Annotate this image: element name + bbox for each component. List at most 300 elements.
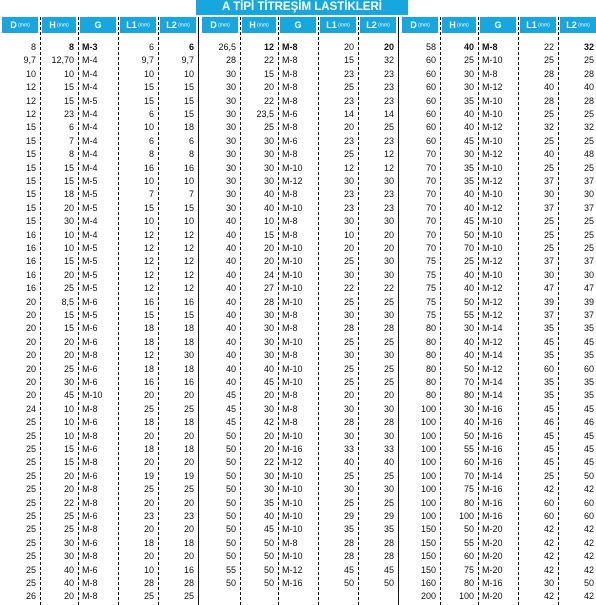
column-divider [78, 17, 79, 605]
table-cell: 42 [583, 564, 594, 575]
table-cell: 20 [343, 42, 354, 52]
table-cell: 40 [225, 283, 236, 294]
table-cell: 25 [343, 470, 354, 481]
table-cell: M-5 [82, 189, 98, 200]
table-cell: 15 [143, 202, 154, 213]
table-cell: M-12 [282, 176, 303, 186]
table-cell: 23 [343, 95, 354, 106]
table-cell: 24 [25, 403, 36, 414]
table-cell: 25 [25, 537, 36, 548]
table-cell: 25 [25, 497, 36, 508]
table-cell: 25 [383, 296, 394, 307]
table-cell: 45 [583, 430, 594, 441]
table-cell: 35 [383, 524, 394, 535]
column-header-unit: (mm) [455, 22, 469, 29]
table-cell: 8 [68, 42, 74, 52]
table-cell: 50 [463, 524, 474, 535]
table-cell: 12 [343, 162, 354, 173]
table-cell: 30 [383, 269, 394, 280]
table-cell: 25 [583, 229, 594, 240]
table-cell: M-12 [282, 564, 303, 575]
table-title: A TİPİ TİTREŞİM LASTİKLERİ [196, 0, 408, 15]
table-cell: M-6 [82, 323, 98, 334]
table-cell: 25 [543, 109, 554, 119]
table-cell: 40 [463, 189, 474, 200]
table-cell: 18 [183, 323, 194, 334]
column-header-l1 [120, 17, 156, 33]
table-cell: 26 [25, 591, 36, 602]
table-cell: 70 [463, 470, 474, 481]
table-cell: M-8 [282, 189, 298, 200]
column-header-l2 [560, 17, 596, 33]
table-cell: 35 [583, 390, 594, 401]
table-cell: 25 [383, 336, 394, 347]
table-cell: 60 [463, 457, 474, 468]
table-cell: 30 [463, 68, 474, 79]
table-cell: 7 [188, 189, 194, 200]
table-cell: 20 [143, 551, 154, 562]
table-cell: 20 [63, 350, 74, 361]
table-cell: 50 [463, 296, 474, 307]
table-cell: 50 [225, 537, 236, 548]
table-cell: M-10 [482, 135, 503, 146]
table-cell: 8 [30, 42, 36, 52]
table-cell: M-5 [82, 310, 98, 320]
column-header-label: H [49, 20, 56, 30]
table-cell: 15 [143, 95, 154, 106]
table-cell: 50 [263, 537, 274, 548]
table-cell: M-16 [482, 444, 503, 454]
table-cell: 29 [343, 511, 354, 521]
table-cell: 40 [225, 350, 236, 361]
table-cell: 50 [225, 511, 236, 521]
table-cell: M-6 [82, 470, 98, 481]
table-cell: 22 [63, 497, 74, 508]
table-cell: M-10 [282, 256, 303, 267]
table-cell: 30 [225, 202, 236, 213]
table-cell: 25 [63, 283, 74, 294]
table-cell: M-4 [82, 135, 98, 146]
table-cell: 25 [543, 243, 554, 253]
table-cell: 12 [143, 269, 154, 280]
table-cell: M-4 [82, 55, 98, 66]
table-cell: 30 [383, 403, 394, 414]
table-cell: 100 [420, 470, 436, 481]
table-cell: 20 [63, 202, 74, 213]
table-cell: 10 [63, 430, 74, 441]
table-cell: 12 [143, 243, 154, 253]
table-cell: 25 [63, 363, 74, 374]
column-divider [118, 17, 119, 605]
table-cell: M-4 [82, 162, 98, 173]
table-cell: M-6 [82, 296, 98, 307]
table-cell: 40 [463, 202, 474, 213]
table-cell: M-14 [482, 350, 503, 361]
table-cell: 100 [420, 417, 436, 428]
table-cell: 24 [263, 269, 274, 280]
table-cell: 30 [463, 82, 474, 93]
table-cell: 30 [263, 162, 274, 173]
table-cell: 30 [383, 176, 394, 186]
table-cell: 20 [183, 457, 194, 468]
column-header-h [242, 17, 276, 33]
table-cell: 45 [343, 564, 354, 575]
table-cell: 18 [143, 444, 154, 454]
table-cell: 50 [225, 497, 236, 508]
table-cell: M-8 [282, 537, 298, 548]
table-cell: 26,5 [218, 42, 236, 52]
table-cell: 35 [543, 350, 554, 361]
table-cell: 20 [183, 497, 194, 508]
table-cell: 40 [463, 283, 474, 294]
block-divider [198, 17, 199, 605]
table-cell: 25 [25, 457, 36, 468]
column-header-unit: (mm) [136, 22, 150, 29]
column-header-d [2, 17, 38, 33]
table-cell: 35 [463, 162, 474, 173]
table-cell: 30 [263, 149, 274, 160]
table-cell: 160 [420, 578, 436, 588]
column-header-unit: (mm) [255, 22, 269, 29]
table-cell: 9,7 [141, 55, 154, 66]
table-cell: M-5 [82, 269, 98, 280]
table-cell: 70 [425, 149, 436, 160]
table-cell: 60 [463, 551, 474, 562]
table-cell: M-10 [482, 189, 503, 200]
table-cell: 40 [225, 229, 236, 240]
table-cell: 70 [425, 229, 436, 240]
column-header-label: D [210, 20, 217, 30]
table-cell: 32 [583, 42, 594, 52]
table-cell: 46 [543, 417, 554, 428]
table-cell: 20 [263, 243, 274, 253]
table-cell: 100 [420, 497, 436, 508]
table-cell: 35 [583, 323, 594, 334]
table-cell: 45 [543, 336, 554, 347]
table-cell: 25 [63, 511, 74, 521]
table-cell: 40 [225, 336, 236, 347]
table-cell: 50 [225, 484, 236, 495]
column-header-g [80, 17, 116, 33]
table-cell: 40 [383, 457, 394, 468]
table-cell: M-8 [282, 390, 298, 401]
table-cell: 20 [183, 430, 194, 441]
table-cell: M-6 [82, 336, 98, 347]
table-cell: M-8 [282, 417, 298, 428]
table-cell: 18 [183, 336, 194, 347]
table-cell: 40 [63, 564, 74, 575]
table-cell: M-10 [482, 229, 503, 240]
table-cell: M-8 [82, 551, 98, 562]
table-cell: 35 [343, 524, 354, 535]
table-cell: 19 [183, 470, 194, 481]
table-cell: 35 [583, 377, 594, 387]
table-cell: 25 [143, 484, 154, 495]
table-cell: 10 [143, 216, 154, 227]
table-cell: 30 [263, 350, 274, 361]
table-cell: M-10 [282, 430, 303, 441]
table-cell: 55 [463, 537, 474, 548]
table-cell: 16 [25, 229, 36, 240]
table-cell: 60 [425, 95, 436, 106]
table-cell: M-10 [282, 363, 303, 374]
table-cell: 30 [225, 95, 236, 106]
table-cell: 37 [583, 310, 594, 320]
table-cell: 40 [225, 310, 236, 320]
table-cell: 10 [143, 68, 154, 79]
table-cell: 20 [63, 484, 74, 495]
table-cell: 28 [583, 68, 594, 79]
table-cell: 18 [63, 189, 74, 200]
table-cell: 42 [543, 524, 554, 535]
table-cell: 6 [188, 135, 194, 146]
table-cell: 50 [583, 578, 594, 588]
table-cell: M-4 [82, 122, 98, 133]
table-cell: 19 [143, 470, 154, 481]
table-cell: M-8 [282, 95, 298, 106]
table-cell: 60 [543, 497, 554, 508]
table-cell: 39 [543, 296, 554, 307]
table-cell: 55 [463, 310, 474, 320]
table-cell: 30 [463, 323, 474, 334]
table-cell: 20 [383, 229, 394, 240]
table-cell: M-6 [82, 363, 98, 374]
table-cell: 25 [143, 403, 154, 414]
table-cell: 12 [25, 109, 36, 119]
table-cell: 10 [63, 403, 74, 414]
column-header-label: G [94, 20, 102, 30]
table-cell: 40 [543, 82, 554, 93]
table-cell: 75 [425, 296, 436, 307]
table-cell: 15 [183, 95, 194, 106]
table-cell: 18 [143, 537, 154, 548]
table-cell: 16 [183, 564, 194, 575]
table-cell: 50 [263, 564, 274, 575]
column-divider [278, 17, 279, 605]
table-cell: 60 [543, 511, 554, 521]
table-cell: M-8 [282, 42, 298, 52]
table-cell: 45 [225, 403, 236, 414]
table-cell: 23 [343, 189, 354, 200]
table-cell: M-12 [482, 310, 503, 320]
table-cell: 40 [263, 189, 274, 200]
table-cell: 22 [263, 55, 274, 66]
table-cell: 200 [420, 591, 436, 602]
table-cell: M-10 [282, 377, 303, 387]
table-cell: M-10 [482, 109, 503, 119]
column-divider [240, 17, 241, 605]
table-cell: 10 [63, 243, 74, 253]
table-cell: 150 [420, 524, 436, 535]
table-cell: 50 [263, 578, 274, 588]
table-cell: 42 [543, 537, 554, 548]
table-cell: 16 [25, 256, 36, 267]
table-cell: M-8 [82, 578, 98, 588]
table-cell: 12 [25, 82, 36, 93]
table-cell: 10 [183, 68, 194, 79]
table-cell: 25 [343, 149, 354, 160]
table-cell: 20 [263, 390, 274, 401]
table-cell: 25 [543, 135, 554, 146]
table-cell: 30 [263, 484, 274, 495]
table-cell: M-6 [82, 377, 98, 387]
table-cell: 15 [263, 68, 274, 79]
table-cell: 28 [383, 537, 394, 548]
table-cell: 32 [383, 55, 394, 66]
table-cell: 30 [343, 269, 354, 280]
table-cell: 12 [383, 149, 394, 160]
table-cell: 30 [225, 176, 236, 186]
table-cell: M-10 [282, 524, 303, 535]
table-cell: 20 [383, 42, 394, 52]
table-cell: M-14 [482, 377, 503, 387]
table-cell: 20 [25, 296, 36, 307]
table-cell: M-16 [482, 430, 503, 441]
table-cell: 30 [343, 484, 354, 495]
table-cell: 20 [183, 390, 194, 401]
column-header-unit: (mm) [336, 22, 350, 29]
table-cell: 29 [383, 511, 394, 521]
table-cell: 42 [543, 591, 554, 602]
table-cell: 25 [383, 497, 394, 508]
table-cell: M-16 [482, 403, 503, 414]
table-cell: 25 [343, 377, 354, 387]
table-cell: 22 [383, 283, 394, 294]
table-cell: 28 [543, 68, 554, 79]
table-cell: 15 [63, 310, 74, 320]
table-cell: 70 [425, 243, 436, 253]
table-cell: 80 [425, 336, 436, 347]
table-cell: 58 [425, 42, 436, 52]
table-cell: 12 [143, 350, 154, 361]
table-cell: 20 [383, 243, 394, 253]
table-cell: M-10 [482, 269, 503, 280]
table-cell: 60 [543, 363, 554, 374]
table-cell: M-20 [482, 591, 503, 602]
table-cell: 25 [343, 256, 354, 267]
table-cell: 15 [63, 176, 74, 186]
table-cell: 50 [225, 551, 236, 562]
table-cell: 20 [25, 363, 36, 374]
table-cell: 25 [25, 578, 36, 588]
table-cell: 18 [183, 417, 194, 428]
table-cell: 18 [183, 363, 194, 374]
table-cell: 30 [343, 310, 354, 320]
table-cell: 60 [425, 109, 436, 119]
table-cell: 30 [383, 216, 394, 227]
table-cell: 16 [183, 377, 194, 387]
table-cell: 25 [543, 470, 554, 481]
column-header-label: L2 [566, 20, 577, 30]
table-cell: 10 [143, 176, 154, 186]
table-cell: 25 [25, 484, 36, 495]
table-cell: 50 [463, 229, 474, 240]
table-cell: 20 [263, 82, 274, 93]
table-cell: 30 [263, 310, 274, 320]
table-cell: 16 [143, 377, 154, 387]
table-cell: M-10 [482, 55, 503, 66]
column-header-d [402, 17, 438, 33]
table-cell: 45 [583, 457, 594, 468]
table-cell: 25 [543, 229, 554, 240]
table-cell: 20 [25, 323, 36, 334]
table-cell: 23 [383, 189, 394, 200]
table-cell: 45 [543, 403, 554, 414]
table-cell: 30 [543, 578, 554, 588]
table-cell: 20 [25, 377, 36, 387]
table-cell: M-6 [82, 417, 98, 428]
table-cell: 20 [183, 524, 194, 535]
table-cell: 28 [343, 537, 354, 548]
table-cell: 32 [583, 122, 594, 133]
table-cell: 25 [183, 484, 194, 495]
table-cell: 45 [543, 444, 554, 454]
table-cell: 20 [263, 256, 274, 267]
table-cell: 25 [25, 524, 36, 535]
table-cell: 12 [383, 162, 394, 173]
table-cell: M-10 [282, 269, 303, 280]
table-cell: 35 [543, 390, 554, 401]
table-cell: 15 [63, 323, 74, 334]
table-cell: M-10 [282, 551, 303, 562]
table-cell: 45 [263, 377, 274, 387]
table-cell: 18 [143, 417, 154, 428]
table-cell: 30 [225, 149, 236, 160]
table-cell: 15 [63, 95, 74, 106]
table-cell: 12 [25, 95, 36, 106]
table-cell: 37 [583, 256, 594, 267]
table-cell: M-16 [282, 578, 303, 588]
table-cell: M-8 [282, 122, 298, 133]
table-cell: M-8 [282, 55, 298, 66]
table-cell: 18 [143, 336, 154, 347]
column-divider [478, 17, 479, 605]
table-cell: 22 [543, 42, 554, 52]
table-cell: 55 [463, 444, 474, 454]
table-cell: M-4 [82, 82, 98, 93]
table-cell: 25 [543, 162, 554, 173]
column-divider [40, 17, 41, 605]
table-cell: 30 [383, 430, 394, 441]
table-cell: 35 [263, 497, 274, 508]
table-cell: 27 [263, 283, 274, 294]
table-cell: M-3 [82, 42, 98, 52]
table-cell: 80 [425, 390, 436, 401]
table-cell: 10 [63, 229, 74, 240]
table-cell: 25 [583, 109, 594, 119]
table-cell: 15 [25, 149, 36, 160]
column-header-label: L2 [166, 20, 177, 30]
table-cell: M-12 [482, 256, 503, 267]
table-cell: 40 [463, 109, 474, 119]
table-cell: M-10 [282, 243, 303, 253]
column-header-d [202, 17, 238, 33]
table-cell: 42 [583, 551, 594, 562]
table-cell: M-14 [482, 470, 503, 481]
column-header-label: G [294, 20, 302, 30]
table-cell: 20 [343, 390, 354, 401]
table-cell: 6 [188, 42, 194, 52]
table-cell: 25 [343, 497, 354, 508]
table-cell: 20 [143, 430, 154, 441]
table-cell: 25 [543, 55, 554, 66]
table-cell: 30 [463, 149, 474, 160]
table-cell: M-14 [482, 323, 503, 334]
table-cell: 18 [183, 444, 194, 454]
table-cell: M-5 [82, 243, 98, 253]
table-cell: 14 [343, 109, 354, 119]
table-cell: 30 [263, 135, 274, 146]
